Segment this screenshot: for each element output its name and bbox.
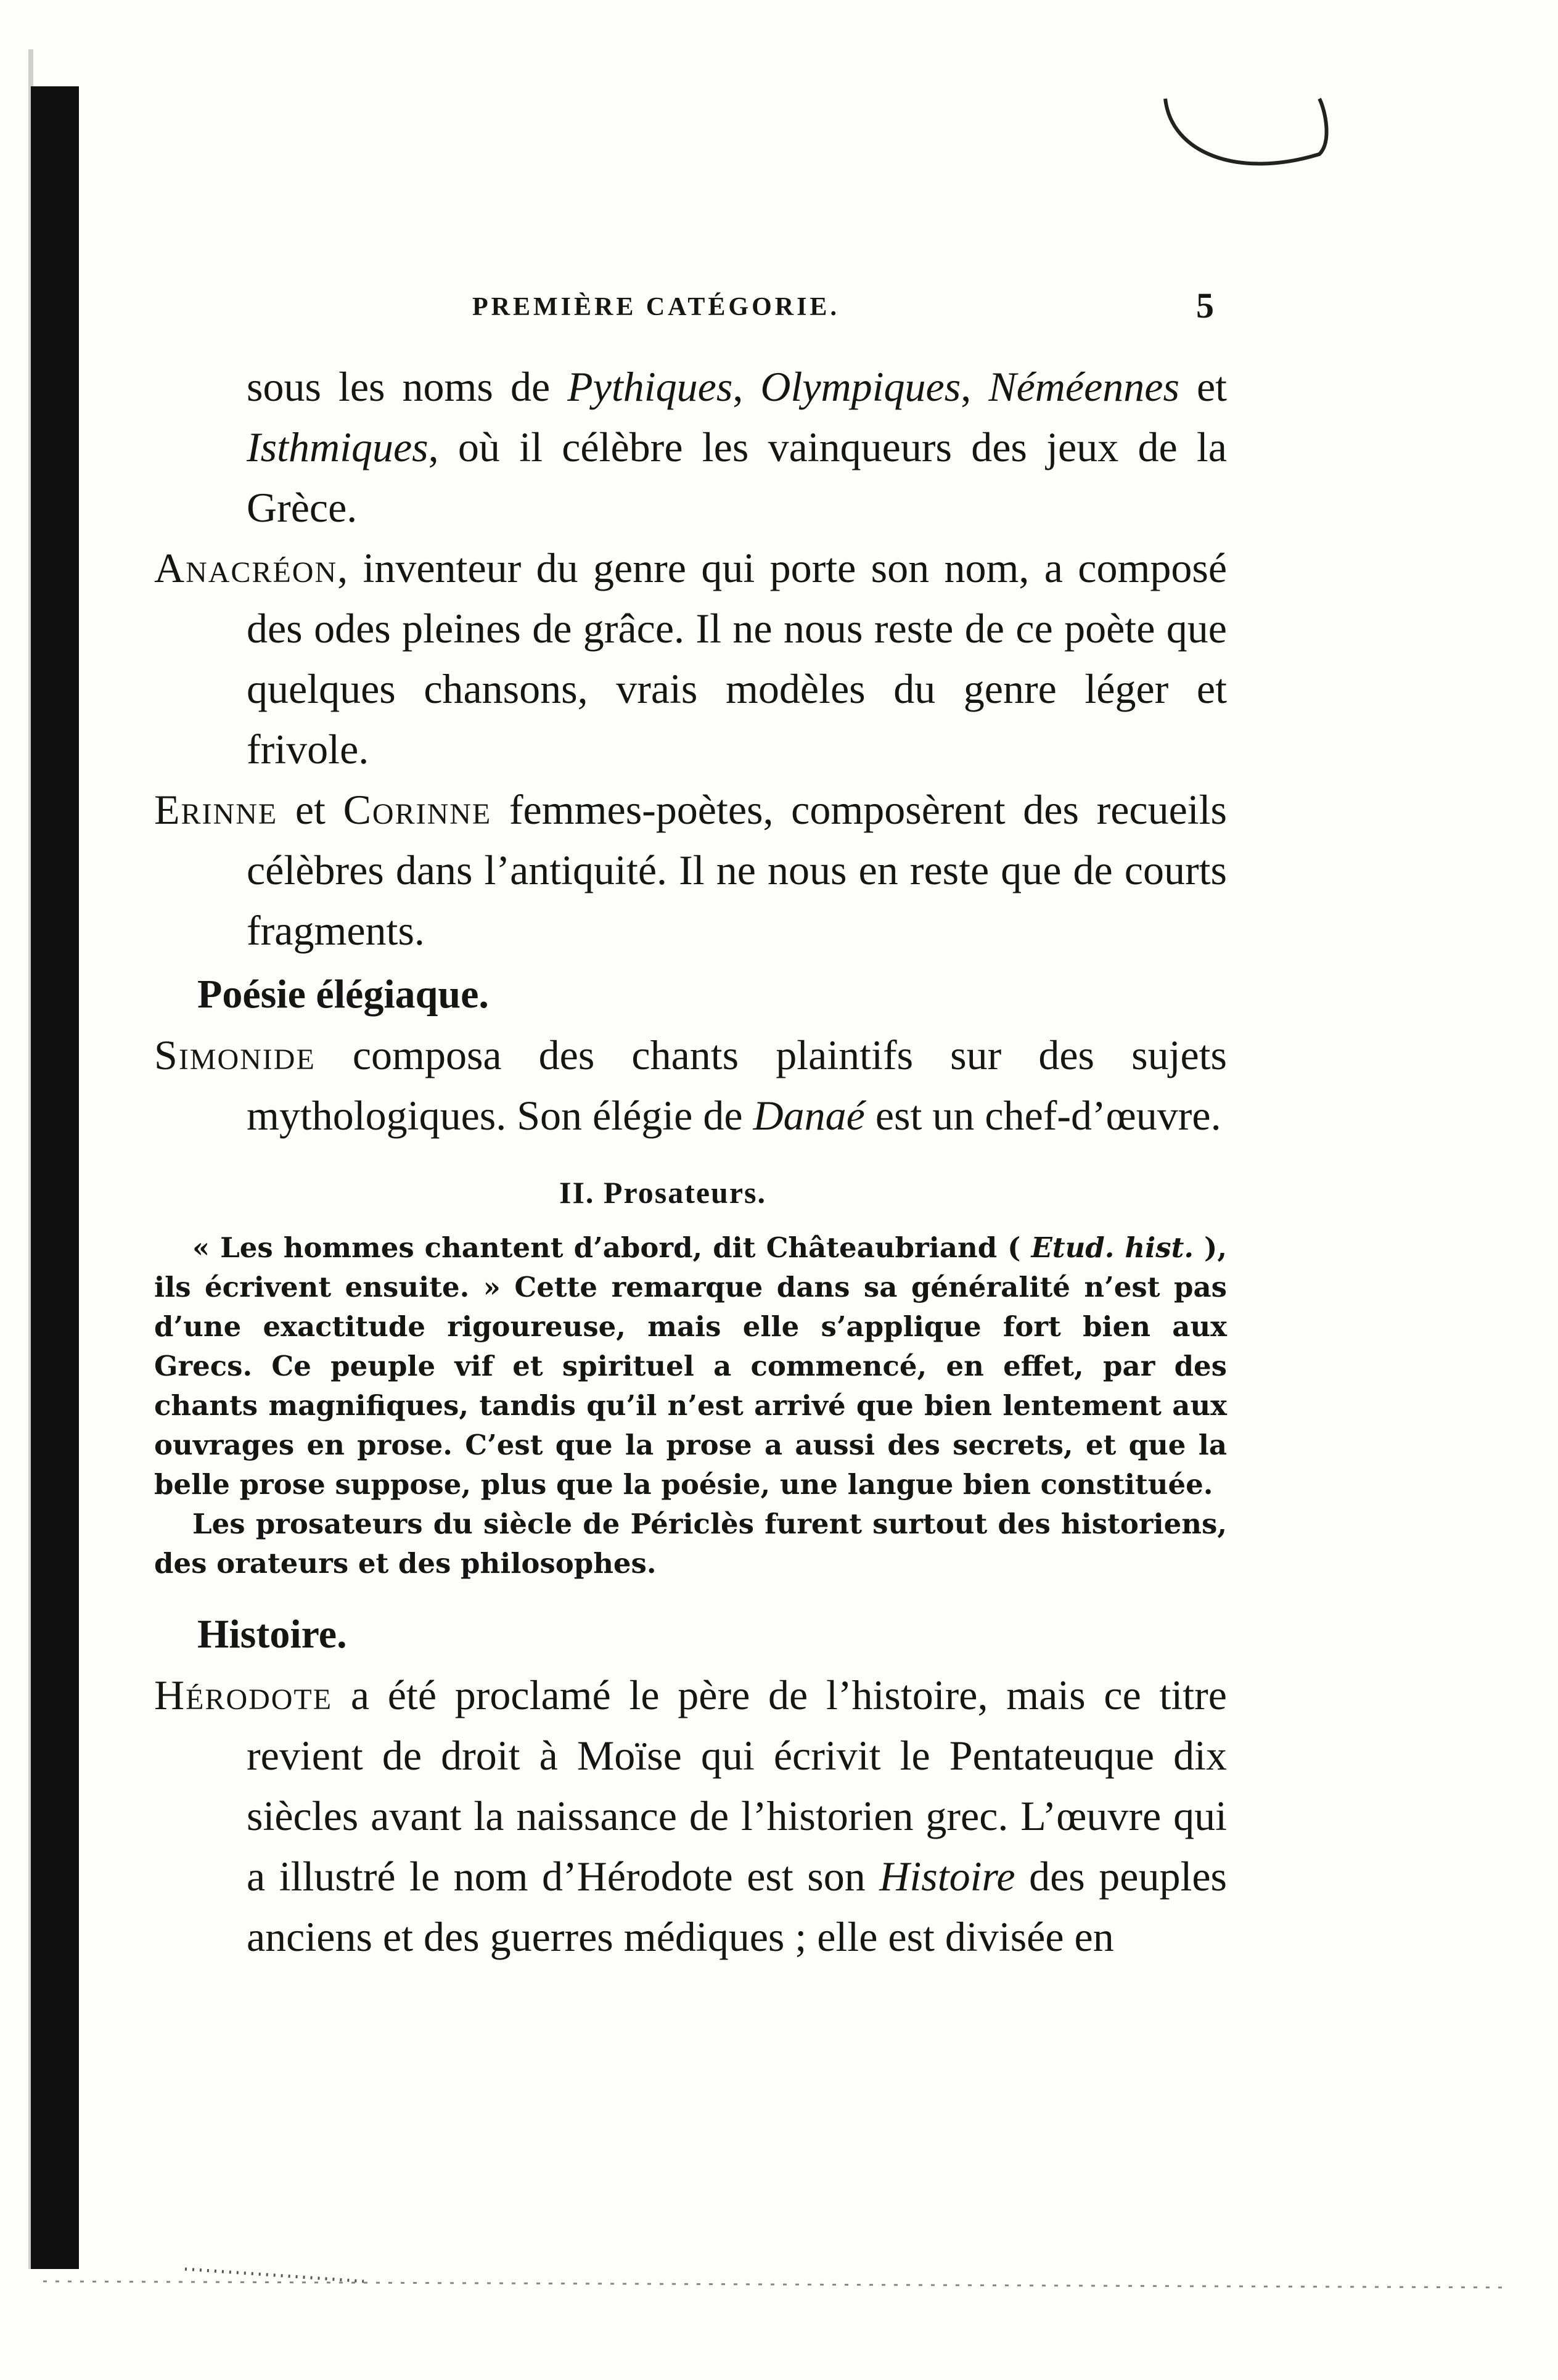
small-paragraph-pericles: Les prosateurs du siècle de Périclès furent surtout des historiens, des orateurs et des philosophes. [154,1508,1227,1580]
text-run: femmes-poètes, composèrent des recueils célèbres dans l’antiquité. Il ne nous en reste que de courts fragments. [247,786,1228,954]
text-run: est un chef-d’œuvre. [864,1092,1221,1139]
text-run: composa des chants plaintifs sur des sujets mythologiques. Son élégie de [247,1032,1227,1139]
text-run: , [732,363,761,410]
text-run: des peuples anciens et des guerres médiques ; elle est divisée en [247,1853,1227,1960]
running-head: PREMIÈRE CATÉGORIE. [472,293,840,321]
author-name: Hérodote [154,1672,333,1718]
italic-term: Pythiques [567,363,733,410]
text-run: , [961,363,989,410]
author-name: Corinne [343,786,492,833]
italic-term: Olympiques [760,363,961,410]
heading-poesie-elegiaque: Poésie élégiaque. [197,972,489,1017]
italic-term: Néméennes [988,363,1179,410]
section-title-prosateurs: II. Prosateurs. [559,1175,766,1210]
author-name: Erinne [154,786,278,833]
text-run: , inventeur du genre qui porte son nom, a composé des odes pleines de grâce. Il ne nous reste de ce poète que quelques chansons, vrais modèles du genre léger et frivole. [247,544,1227,773]
text-run: ), ils écrivent ensuite. » Cette remarque dans sa généralité n’est pas d’une exactitude rigoureuse, mais elle s’applique fort bien aux Grecs. Ce peuple vif et spirituel a commencé, en effet, par des chants magnifiques, tandis qu’il n’est arrivé que bien lentement aux ouvrages en prose. C’est que la prose a aussi des secrets, et que la belle prose suppose, plus que la poésie, une langue bien constituée. [154,1231,1227,1501]
small-paragraph-chateaubriand [154,1228,1227,1504]
small-text-block [154,1228,1227,1583]
author-name: Anacréon [154,544,338,591]
text-run: sous les noms de [247,363,568,410]
author-name: Simonide [154,1032,316,1078]
italic-term: Etud. hist. [1031,1231,1194,1264]
text-run: , où il célèbre les vainqueurs des jeux de la Grèce. [247,424,1227,531]
text-run: et [1179,363,1228,410]
text-run: et [277,786,343,833]
spacer [154,1583,1227,1601]
heading-histoire: Histoire. [197,1612,347,1657]
bottom-edge-smudge [43,2244,1511,2306]
binding-edge [31,86,79,2269]
paragraph-erinne-corinne [154,779,1227,961]
paragraph-pindare-cont [154,356,1227,538]
page-body [154,356,1227,1967]
text-run: « Les hommes chantent d’abord, dit Châteaubriand ( [192,1231,1031,1264]
page-corner-mark [1141,86,1350,197]
paragraph-anacreon [154,538,1227,779]
italic-term: Danaé [753,1092,865,1139]
italic-term: Histoire [879,1853,1015,1900]
page-number: 5 [1196,285,1214,326]
paragraph-simonide [154,1025,1227,1146]
text-run: a été proclamé le père de l’histoire, mais ce titre revient de droit à Moïse qui écrivit le Pentateuque dix siècles avant la naissance de l’historien grec. L’œuvre qui a illustré le nom d’Hérodote est son [247,1672,1227,1900]
italic-term: Isthmiques [247,424,428,470]
paragraph-herodote [154,1665,1227,1967]
page-header [0,285,1558,340]
